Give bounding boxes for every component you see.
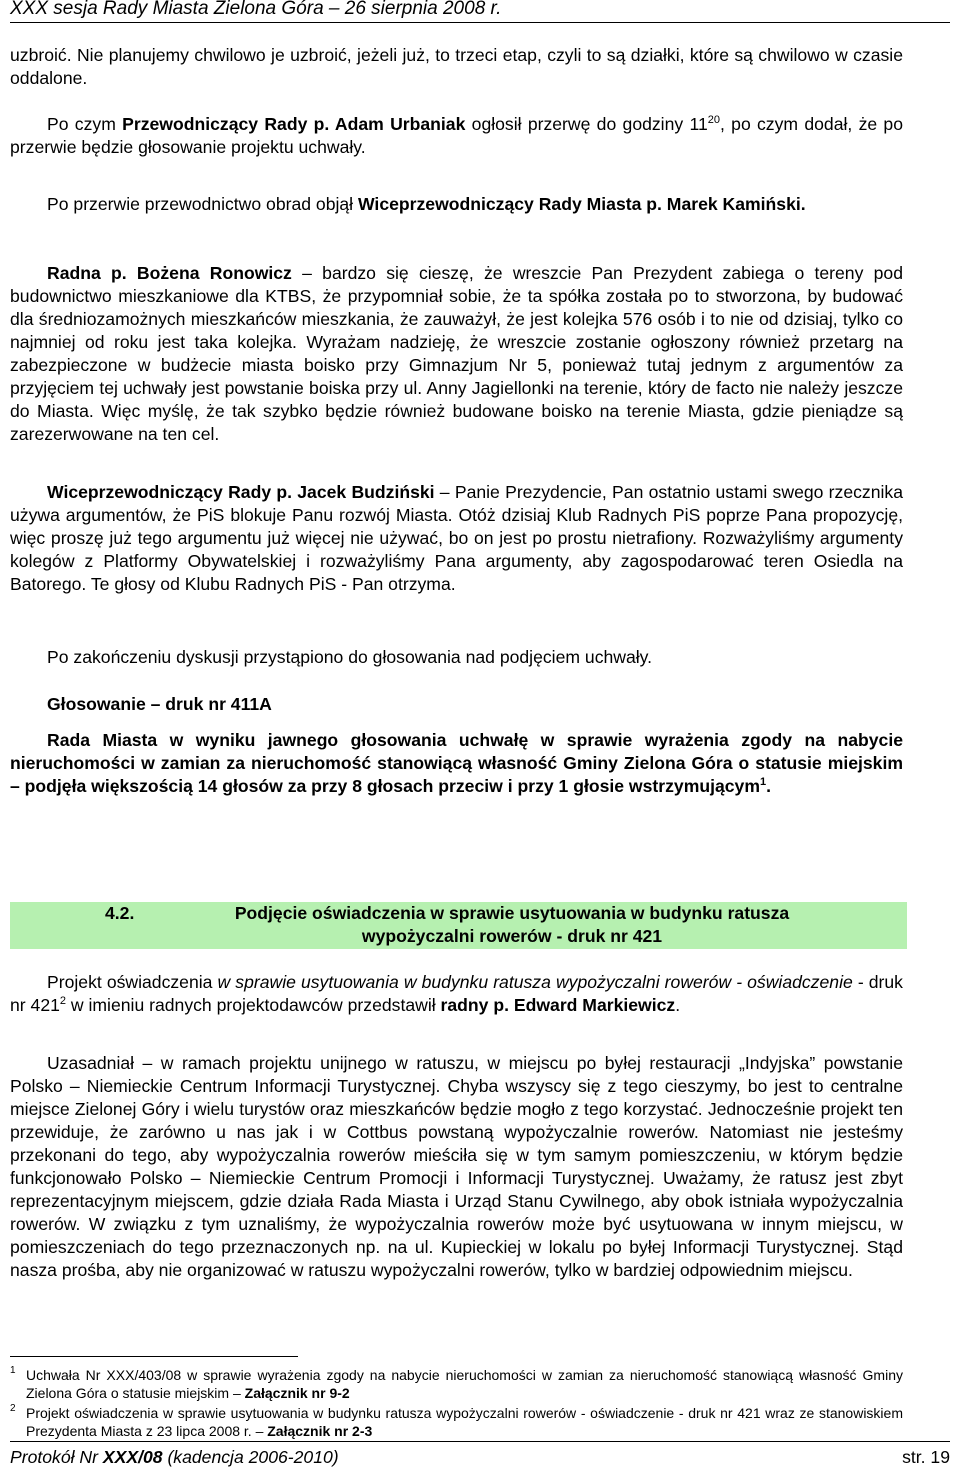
section-title: Podjęcie oświadczenia w sprawie usytuowania w budynku ratusza wypożyczalni rowerów - druk nr 421: [234, 903, 790, 946]
protocol-reference: Protokół Nr XXX/08 (kadencja 2006-2010): [10, 1447, 339, 1467]
vote-result: Rada Miasta w wyniku jawnego głosowania uchwałę w sprawie wyrażenia zgody na nabycie nieruchomości w zamian za nieruchomość stanowiącą własność Gminy Zielona Góra o statusie miejskim – podjęła większością 14 głosów za przy 8 głosach przeciw i przy 1 głosie wstrzymującym$^1$.: [10, 730, 903, 796]
paragraph-5: Wiceprzewodniczący Rady p. Jacek Budziński – Panie Prezydencie, Pan ostatnio ustami swego rzecznika używa argumentów, że PiS blokuje Panu rozwój Miasta. Otóż dzisiaj Klub Radnych PiS poprze Pana propozycję, więc proszę już tego argumentu już więcej nie używać, bo on jest po prostu nietrafiony. Rozważyliśmy argumenty kolegów z Platformy Obywatelskiej i rozważyliśmy Pana argumenty, aby zagospodarować teren Osiedla na Batorego. Te głosy od Klubu Radnych PiS - Pan otrzyma.: [10, 482, 903, 594]
speaker-name: radny p. Edward Markiewicz: [440, 995, 676, 1015]
footnote-1: 1 Uchwała Nr XXX/403/08 w sprawie wyrażenia zgody na nabycie nieruchomości w zamian za nieruchomość stanowiącą własność Gminy Zielona Góra o statusie miejskim – Załącznik nr 9-2: [10, 1365, 903, 1401]
page-footer: [10, 1441, 950, 1470]
running-header: [10, 0, 950, 23]
speaker-name: Wiceprzewodniczący Rady Miasta p. Marek Kamiński.: [357, 194, 806, 214]
page-number: str. 19: [902, 1447, 950, 1467]
paragraph-4: Radna p. Bożena Ronowicz – bardzo się cieszę, że wreszcie Pan Prezydent zabiega o tereny pod budownictwo mieszkaniowe dla KTBS, że przypomniał sobie, że ta spółka została po to stworzona, by budować dla średniozamożnych mieszkańców mieszkania, że zauważył, że jest kolejka 576 osób i to nie od dzisiaj, tylko co najmniej od roku jest taka kolejka. Wyrażam nadzieję, że wreszcie zostanie ogłoszony również przetarg na zabezpieczone w budżecie miasta boisko przy Gimnazjum Nr 5, ponieważ tutaj jednym z argumentów za przyjęciem tej uchwały jest powstanie boiska przy ul. Anny Jagiellonki na terenie, który de facto nie należy jeszcze do Miasta. Więc myślę, że tak szybko będzie również budowane boisko na terenie Miasta, gdzie pieniądze są zarezerwowane na ten cel.: [10, 263, 903, 444]
header-title: XXX sesja Rady Miasta Zielona Góra – 26 sierpnia 2008 r.: [10, 0, 502, 19]
paragraph-1: uzbroić. Nie planujemy chwilowo je uzbroić, jeżeli już, to trzeci etap, czyli to są działki, które są chwilowo w czasie oddalone.: [10, 45, 903, 88]
paragraph-7: Projekt oświadczenia w sprawie usytuowania w budynku ratusza wypożyczalni rowerów - oświadczenie - druk nr $421^2$ w imieniu radnych projektodawców przedstawił radny p. Edward Markiewicz.: [10, 972, 903, 1015]
footnote-separator: [10, 1356, 298, 1357]
vote-title: Głosowanie – druk nr 411A: [47, 694, 272, 714]
paragraph-8: Uzasadniał – w ramach projektu unijnego w ratuszu, w miejscu po byłej restauracji „Indyjska” powstanie Polsko – Niemieckie Centrum Informacji Turystycznej. Chyba wszyscy się z tego cieszymy, bo jest to centralne miejsce Zielonej Góry i wielu turystów oraz mieszkańców będzie mogło z tego korzystać. Jednocześnie projekt ten przewiduje, że zarówno u nas jak i w Cottbus powstaną wypożyczalnie rowerów. Natomiast nie jesteśmy przekonani do tego, aby wypożyczalnia rowerów mieściła się w tym samym pomieszczeniu, w którym będzie funkcjonowało Polsko – Niemieckie Centrum Promocji i Informacji Turystycznej. Uważamy, że ratusz jest zbyt reprezentacyjnym miejscem, gdzie działa Rada Miasta i Urząd Stanu Cywilnego, aby obok istniała wypożyczalnia rowerów. W związku z tym uznaliśmy, że wypożyczalnia rowerów może być usytuowana w innym miejscu, w pomieszczeniach do tego przeznaczonych np. na ul. Kupieckiej w lokalu po byłej Informacji Turystycznej. Stąd nasza prośba, aby nie organizować w ratuszu wypożyczalni rowerów, tylko w bardziej odpowiednim miejscu.: [10, 1053, 903, 1280]
speaker-name: Przewodniczący Rady p. Adam Urbaniak: [122, 114, 466, 134]
speaker-name: Radna p. Bożena Ronowicz: [47, 263, 292, 283]
paragraph-6: Po zakończeniu dyskusji przystąpiono do głosowania nad podjęciem uchwały.: [47, 647, 653, 667]
section-number: 4.2.: [105, 903, 135, 923]
footnote-2: 2 Projekt oświadczenia w sprawie usytuowania w budynku ratusza wypożyczalni rowerów - oświadczenie - druk nr 421 wraz ze stanowiskiem Prezydenta Miasta z 23 lipca 2008 r. – Załącznik nr 2-3: [10, 1403, 903, 1439]
paragraph-2: Po czym Przewodniczący Rady p. Adam Urbaniak ogłosił przerwę do godziny $11^{20}$, po czym dodał, że po przerwie będzie głosowanie projektu uchwały.: [10, 114, 903, 157]
speaker-name: Wiceprzewodniczący Rady p. Jacek Budziński: [47, 482, 435, 502]
paragraph-3: Po przerwie przewodnictwo obrad objął Wiceprzewodniczący Rady Miasta p. Marek Kamiński.: [47, 194, 806, 214]
